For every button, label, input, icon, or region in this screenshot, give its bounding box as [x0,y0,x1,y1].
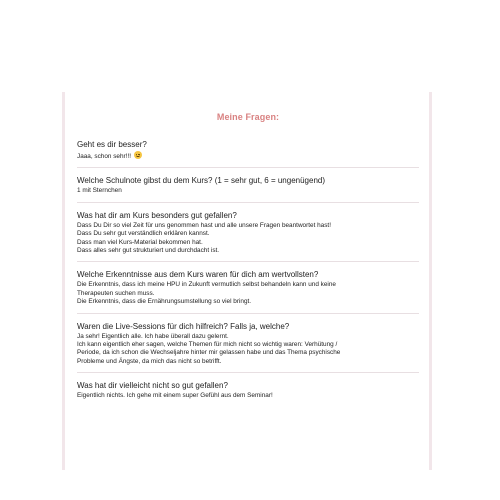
answer-5-line-1: Ja sehr! Eigentlich alle. Ich habe überall dazu gelernt. [77,332,229,340]
answer-2-line-1: 1 mit Sternchen [77,187,122,195]
answer-1-line-1: Jaaa, schon sehr!!! [77,151,419,161]
answer-3-line-4: Dass alles sehr gut strukturiert und durchdacht ist. [77,247,220,255]
answer-5-line-3: Periode, da ich schon die Wechseljahre hinter mir gelassen habe und das Thema psychische [77,349,341,357]
answer-3-line-3: Dass man viel Kurs-Material bekommen hat. [77,238,203,246]
divider [77,372,419,373]
question-3: Was hat dir am Kurs besonders gut gefallen? [77,210,237,220]
answer-4-line-3: Die Erkenntnis, dass die Ernährungsumstellung so viel bringt. [77,298,252,306]
answer-4-line-1: Die Erkenntnis, dass ich meine HPU in Zukunft vermutlich selbst behandeln kann und keine [77,281,336,289]
question-6: Was hat dir vielleicht nicht so gut gefallen? [77,381,228,391]
section-5 [77,322,419,367]
card-title: Meine Fragen: [216,112,280,122]
question-2: Welche Schulnote gibst du dem Kurs? (1 = sehr gut, 6 = ungenügend) [77,176,326,186]
question-4: Welche Erkenntnisse aus dem Kurs waren für dich am wertvollsten? [77,270,319,280]
answer-4-line-2: Therapeuten suchen muss. [77,289,155,297]
answer-3-line-2: Dass Du sehr gut verständlich erklären kannst. [77,230,210,238]
section-3 [77,211,419,256]
question-1: Geht es dir besser? [77,140,147,149]
section-4 [77,270,419,306]
answer-5-line-4: Probleme und Ängste, da mich das nicht so betrifft. [77,357,222,365]
answer-6-line-1: Eigentlich nichts. Ich gehe mit einem super Gefühl aus dem Seminar! [77,392,273,400]
answer-3-line-1: Dass Du Dir so viel Zeit für uns genommen hast und alle unsere Fragen beantwortet hast! [77,221,331,229]
divider [77,261,419,262]
smiling-face-icon [134,151,142,159]
question-5: Waren die Live-Sessions für dich hilfreich? Falls ja, welche? [77,321,290,331]
divider [77,313,419,314]
divider [77,202,419,203]
answer-5-line-2: Ich kann eigentlich eher sagen, welche Themen für mich nicht so wichtig waren: Verhütung / [77,341,338,349]
section-6 [77,381,419,400]
section-1 [77,140,419,161]
divider [77,167,419,168]
feedback-card [62,92,432,470]
section-2 [77,176,419,195]
